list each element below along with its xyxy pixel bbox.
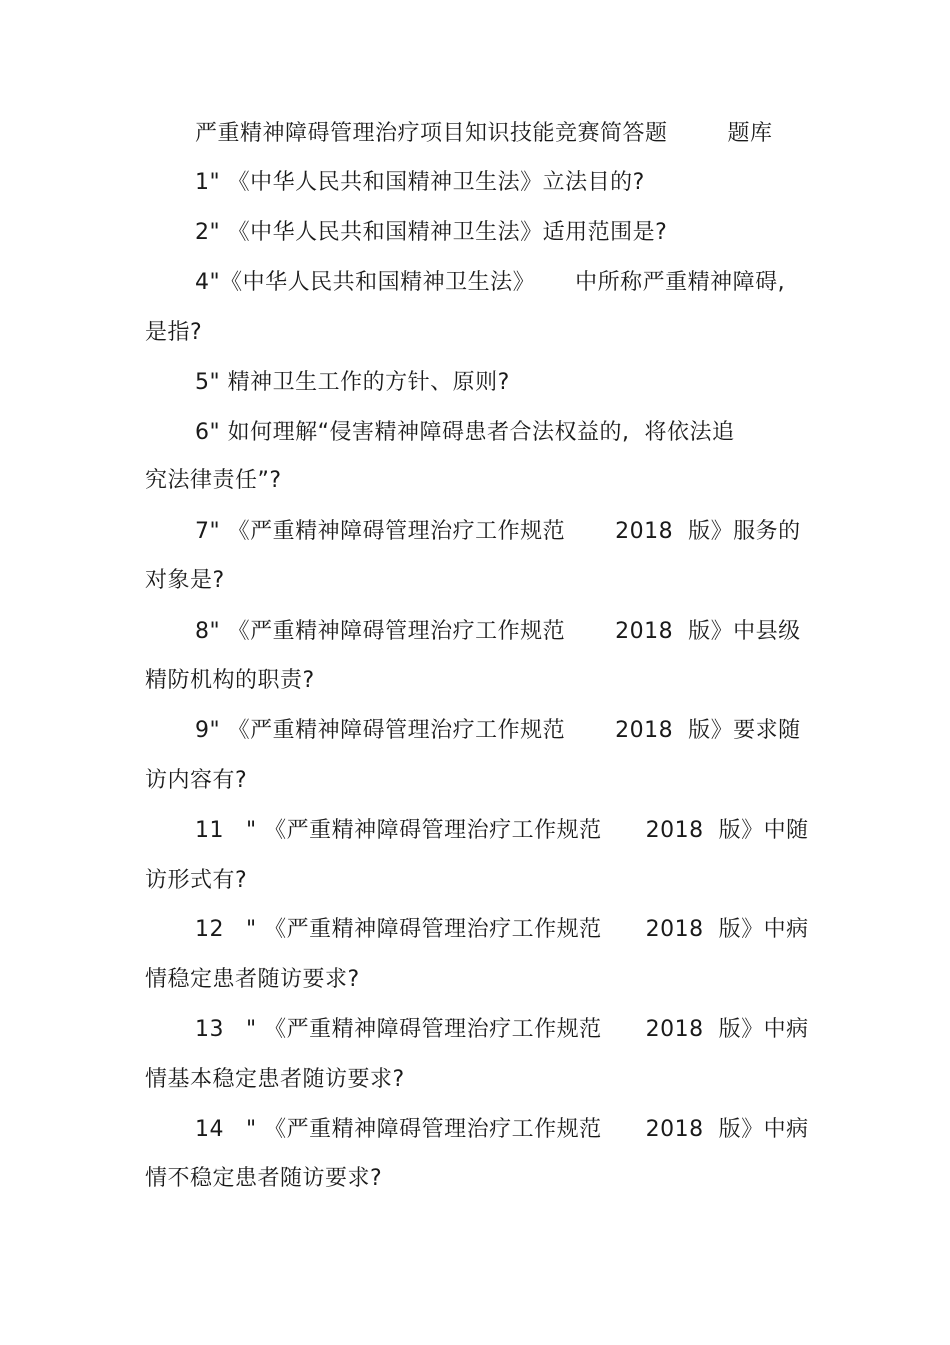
question-9-part-b: 2018 版》要求随 xyxy=(615,718,801,743)
question-13-part-a: " 《严重精神障碍管理治疗工作规范 xyxy=(246,1017,602,1042)
question-1: 1" 《中华人民共和国精神卫生法》立法目的? xyxy=(195,170,645,195)
question-7-cont: 对象是? xyxy=(145,568,225,593)
question-8-part-b: 2018 版》中县级 xyxy=(615,619,801,644)
question-14-part-a: " 《严重精神障碍管理治疗工作规范 xyxy=(246,1117,602,1142)
question-7-part-b: 2018 版》服务的 xyxy=(615,519,801,544)
question-9-cont: 访内容有? xyxy=(145,768,248,793)
question-4-part-a: 4"《中华人民共和国精神卫生法》 xyxy=(195,270,536,295)
question-6-cont: 究法律责任”? xyxy=(145,468,282,493)
question-12-number: 12 xyxy=(195,917,224,942)
question-13-cont: 情基本稳定患者随访要求? xyxy=(145,1067,405,1092)
question-5: 5" 精神卫生工作的方针、原则? xyxy=(195,370,510,395)
question-11-cont: 访形式有? xyxy=(145,868,248,893)
question-4 xyxy=(195,268,785,298)
question-11 xyxy=(195,816,809,846)
question-11-number: 11 xyxy=(195,818,224,843)
question-9-part-a: 9" 《严重精神障碍管理治疗工作规范 xyxy=(195,718,566,743)
title-text: 严重精神障碍管理治疗项目知识技能竞赛简答题 xyxy=(195,121,668,146)
question-2: 2" 《中华人民共和国精神卫生法》适用范围是? xyxy=(195,220,668,245)
question-12 xyxy=(195,915,809,945)
question-11-part-a: " 《严重精神障碍管理治疗工作规范 xyxy=(246,818,602,843)
question-13-number: 13 xyxy=(195,1017,224,1042)
question-4-cont: 是指? xyxy=(145,320,203,345)
question-7 xyxy=(195,517,801,547)
question-12-cont: 情稳定患者随访要求? xyxy=(145,967,360,992)
question-14-part-b: 2018 版》中病 xyxy=(645,1117,809,1142)
question-6: 6" 如何理解“侵害精神障碍患者合法权益的, 将依法追 xyxy=(195,420,735,445)
question-8-part-a: 8" 《严重精神障碍管理治疗工作规范 xyxy=(195,619,566,644)
question-7-part-a: 7" 《严重精神障碍管理治疗工作规范 xyxy=(195,519,566,544)
question-12-part-a: " 《严重精神障碍管理治疗工作规范 xyxy=(246,917,602,942)
question-9 xyxy=(195,716,801,746)
question-14-number: 14 xyxy=(195,1117,224,1142)
question-4-part-b: 中所称严重精神障碍, xyxy=(575,270,786,295)
document-title xyxy=(195,119,773,149)
question-13 xyxy=(195,1015,809,1045)
question-8-cont: 精防机构的职责? xyxy=(145,668,315,693)
title-suffix: 题库 xyxy=(727,121,773,146)
question-13-part-b: 2018 版》中病 xyxy=(645,1017,809,1042)
question-14-cont: 情不稳定患者随访要求? xyxy=(145,1166,383,1191)
question-8 xyxy=(195,617,801,647)
question-12-part-b: 2018 版》中病 xyxy=(645,917,809,942)
question-11-part-b: 2018 版》中随 xyxy=(645,818,809,843)
question-14 xyxy=(195,1115,809,1145)
